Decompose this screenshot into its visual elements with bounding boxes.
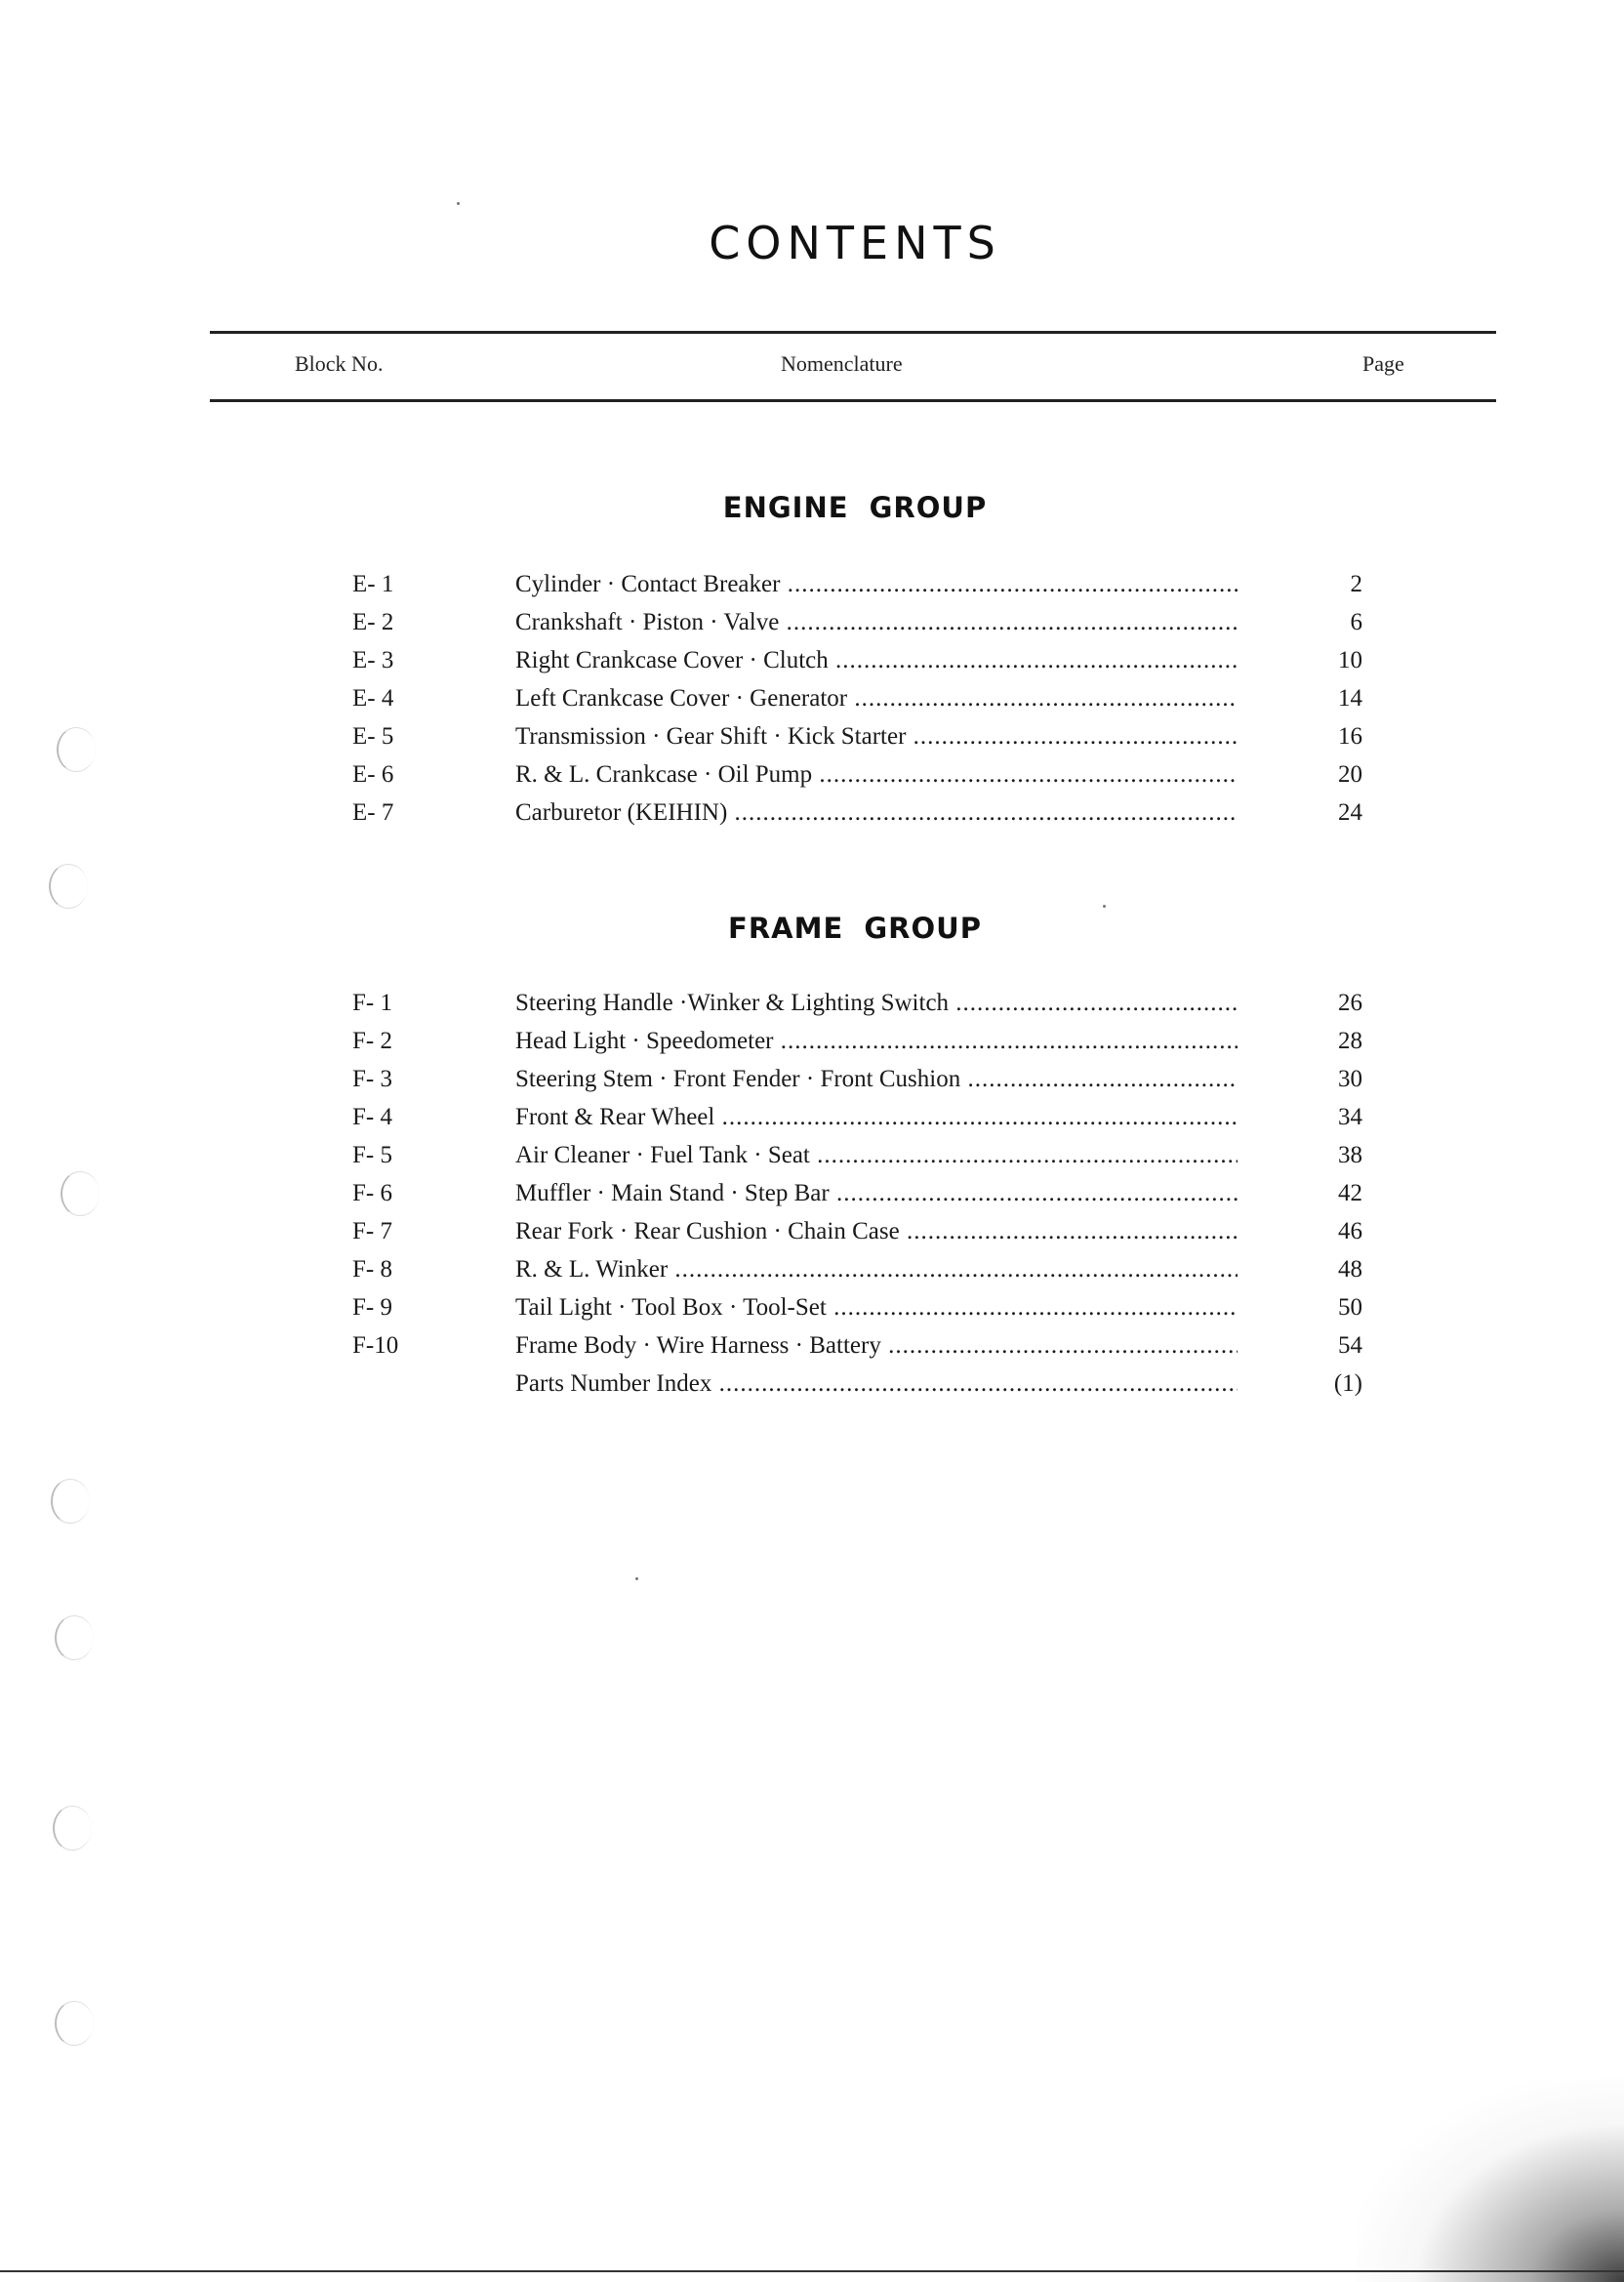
scan-bottom-edge: [0, 2270, 1624, 2272]
page-number: 42: [1338, 1180, 1362, 1206]
paper-speck: [1103, 905, 1106, 908]
binder-hole-mark: [49, 864, 88, 909]
item-name: Cylinder · Contact Breaker .....: [515, 569, 1238, 600]
page-number: 20: [1338, 761, 1362, 788]
block-number: F- 5: [352, 1142, 392, 1168]
frame-group-title: FRAME GROUP: [728, 912, 982, 945]
binder-hole-mark: [53, 1806, 92, 1851]
page-number: 26: [1338, 990, 1362, 1016]
page-number: 54: [1338, 1332, 1362, 1359]
block-number: F- 8: [352, 1256, 392, 1283]
scan-shadow-corner: [1357, 2079, 1624, 2282]
binder-hole-mark: [51, 1479, 90, 1524]
item-name: Carburetor (KEIHIN) .....: [515, 797, 1238, 829]
item-name: Steering Handle ·Winker & Lighting Switch .....: [515, 988, 1238, 1019]
contents-row: [0, 1178, 1624, 1216]
page-number: 24: [1338, 799, 1362, 826]
contents-row: [0, 1254, 1624, 1292]
item-name: R. & L. Crankcase · Oil Pump .....: [515, 759, 1238, 791]
page-number: (1): [1333, 1370, 1362, 1397]
item-name: Frame Body · Wire Harness · Battery .....: [515, 1330, 1238, 1362]
item-name: Head Light · Speedometer .....: [515, 1026, 1238, 1057]
block-number: F- 1: [352, 990, 392, 1016]
contents-row: [0, 988, 1624, 1026]
block-number: E- 2: [352, 609, 394, 635]
contents-row: [0, 1292, 1624, 1330]
item-name: Tail Light · Tool Box · Tool-Set .....: [515, 1292, 1238, 1324]
page-number: 2: [1350, 571, 1362, 597]
column-header-block-no: Block No.: [295, 351, 384, 376]
page-number: 48: [1338, 1256, 1362, 1283]
binder-hole-mark: [61, 1171, 100, 1216]
column-header-nomenclature: Nomenclature: [781, 351, 903, 376]
block-number: F- 4: [352, 1104, 392, 1130]
contents-row: [0, 797, 1624, 835]
block-number: E- 5: [352, 723, 394, 750]
page-number: 46: [1338, 1218, 1362, 1244]
block-number: F- 2: [352, 1028, 392, 1054]
item-name: Transmission · Gear Shift · Kick Starter .....: [515, 721, 1238, 753]
item-name: Left Crankcase Cover · Generator .....: [515, 683, 1238, 714]
block-number: E- 1: [352, 571, 394, 597]
binder-hole-mark: [55, 2001, 94, 2046]
engine-group-list: [0, 569, 1624, 835]
contents-row: [0, 607, 1624, 645]
page-number: 10: [1338, 647, 1362, 673]
block-number: E- 3: [352, 647, 394, 673]
page-number: 34: [1338, 1104, 1362, 1130]
binder-hole-mark: [55, 1615, 94, 1660]
contents-row: [0, 645, 1624, 683]
item-name: Rear Fork · Rear Cushion · Chain Case .....: [515, 1216, 1238, 1247]
contents-row: [0, 759, 1624, 797]
block-number: F- 7: [352, 1218, 392, 1244]
page-title: CONTENTS: [709, 217, 1001, 269]
page-number: 50: [1338, 1294, 1362, 1321]
block-number: F-10: [352, 1332, 399, 1359]
contents-row: [0, 569, 1624, 607]
contents-row: [0, 1064, 1624, 1102]
column-header-page: Page: [1362, 351, 1404, 376]
block-number: F- 3: [352, 1066, 392, 1092]
item-name: Right Crankcase Cover · Clutch .....: [515, 645, 1238, 676]
contents-row: [0, 1026, 1624, 1064]
item-name: Crankshaft · Piston · Valve .....: [515, 607, 1238, 638]
contents-row: [0, 1330, 1624, 1368]
contents-row: [0, 1368, 1624, 1406]
block-number: F- 9: [352, 1294, 392, 1321]
item-name: Parts Number Index .....: [515, 1368, 1238, 1400]
page-number: 16: [1338, 723, 1362, 750]
contents-row: [0, 721, 1624, 759]
page-number: 14: [1338, 685, 1362, 712]
item-name: Front & Rear Wheel .....: [515, 1102, 1238, 1133]
engine-group-title: ENGINE GROUP: [722, 491, 988, 524]
item-name: Steering Stem · Front Fender · Front Cushion .....: [515, 1064, 1238, 1095]
item-name: Air Cleaner · Fuel Tank · Seat .....: [515, 1140, 1238, 1171]
contents-row: [0, 1102, 1624, 1140]
contents-row: [0, 683, 1624, 721]
page-number: 6: [1350, 609, 1362, 635]
binder-hole-mark: [57, 727, 96, 772]
page-number: 30: [1338, 1066, 1362, 1092]
block-number: F- 6: [352, 1180, 392, 1206]
page-number: 28: [1338, 1028, 1362, 1054]
paper-speck: [457, 202, 460, 205]
contents-row: [0, 1140, 1624, 1178]
block-number: E- 6: [352, 761, 394, 788]
item-name: R. & L. Winker .....: [515, 1254, 1238, 1285]
header-bottom-rule: [210, 399, 1496, 402]
contents-row: [0, 1216, 1624, 1254]
block-number: E- 4: [352, 685, 394, 712]
block-number: E- 7: [352, 799, 394, 826]
page-number: 38: [1338, 1142, 1362, 1168]
frame-group-list: [0, 988, 1624, 1406]
item-name: Muffler · Main Stand · Step Bar .....: [515, 1178, 1238, 1209]
paper-speck: [635, 1577, 638, 1580]
header-top-rule: [210, 331, 1496, 334]
